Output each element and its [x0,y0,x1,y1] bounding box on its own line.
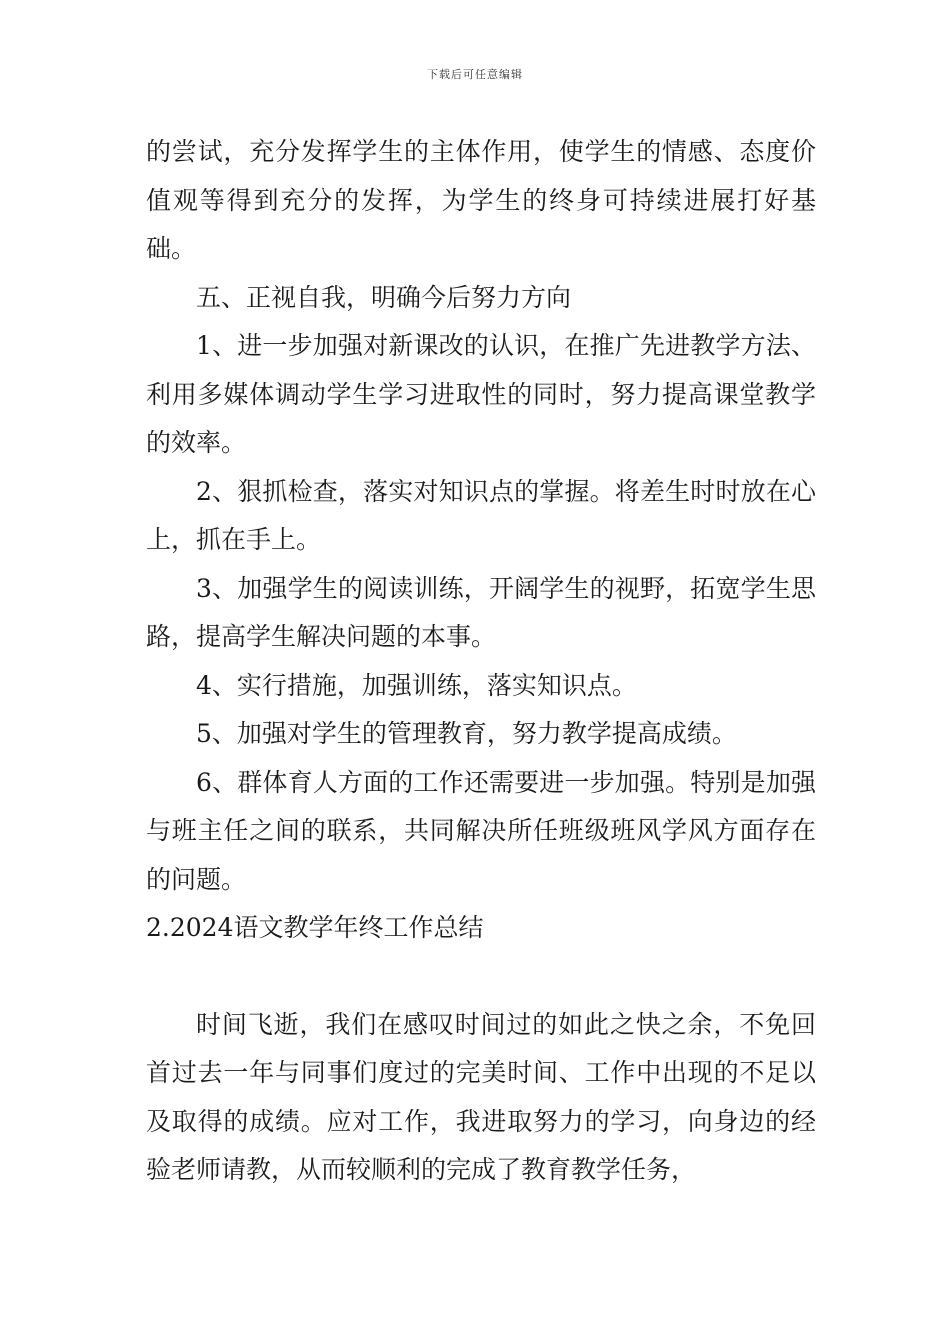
section-title: 2.2024语文教学年终工作总结 [146,913,484,942]
paragraph-item-2: 2、狠抓检查，落实对知识点的掌握。将差生时时放在心上，抓在手上。 [146,476,816,554]
page-header-note: 下载后可任意编辑 [427,68,523,81]
paragraph-item-1: 1、进一步加强对新课改的认识，在推广先进教学方法、利用多媒体调动学生学习进取性的同时，努力提高课堂教学的效率。 [146,331,816,457]
paragraph-item-5: 5、加强对学生的管理教育，努力教学提高成绩。 [196,719,737,748]
spacer [146,953,816,1001]
paragraph-summary-opening: 时间飞逝，我们在感叹时间过的如此之快之余，不免回首过去一年与同事们度过的完美时间、工作中出现的不足以及取得的成绩。应对工作，我进取努力的学习，向身边的经验老师请教，从而较顺利的完成了教育教学任务， [146,1009,816,1184]
paragraph-item-3: 3、加强学生的阅读训练，开阔学生的视野，拓宽学生思路，提高学生解决问题的本事。 [146,573,816,651]
paragraph-item-6: 6、群体育人方面的工作还需要进一步加强。特别是加强与班主任之间的联系，共同解决所任班级班风学风方面存在的问题。 [146,767,816,894]
paragraph-intro-continuation: 的尝试，充分发挥学生的主体作用，使学生的情感、态度价值观等得到充分的发挥，为学生的终身可持续进展打好基础。 [146,137,816,263]
document-body [146,128,816,1195]
paragraph-item-4: 4、实行措施，加强训练，落实知识点。 [196,670,637,700]
paragraph-heading-five: 五、正视自我，明确今后努力方向 [196,282,572,312]
